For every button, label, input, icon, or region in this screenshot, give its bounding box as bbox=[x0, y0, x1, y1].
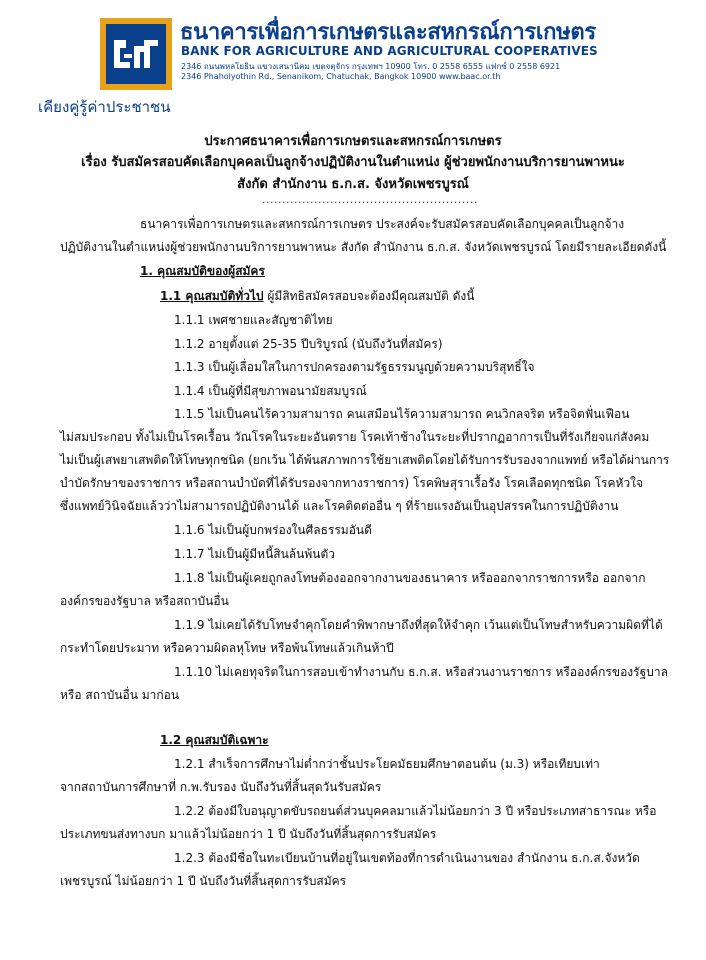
separator: ...................................................... bbox=[262, 193, 478, 206]
list-item-continued: หรือ สถาบันอื่น มาก่อน bbox=[60, 688, 180, 702]
list-item: 1.1.8 ไม่เป็นผู้เคยถูกลงโทษต้องออกจากงานของธนาคาร หรือออกจากราชการหรือ ออกจาก bbox=[174, 571, 646, 585]
org-name-english: BANK FOR AGRICULTURE AND AGRICULTURAL COOPERATIVES bbox=[181, 44, 598, 58]
list-item-continued: ไม่สมประกอบ ทั้งไม่เป็นโรคเรื้อน วัณโรคในระยะอันตราย โรคเท้าช้างในระยะที่ปรากฏอาการเป็นที่รังเกียจแก่สังคม bbox=[60, 430, 650, 444]
announcement-title: ประกาศธนาคารเพื่อการเกษตรและสหกรณ์การเกษตร bbox=[204, 134, 502, 149]
list-item: 1.1.7 ไม่เป็นผู้มีหนี้สินล้นพ้นตัว bbox=[174, 547, 335, 561]
intro-line: ธนาคารเพื่อการเกษตรและสหกรณ์การเกษตร ประสงค์จะรับสมัครสอบคัดเลือกบุคคลเป็นลูกจ้าง bbox=[140, 217, 625, 231]
list-item-continued: จากสถาบันการศึกษาที่ ก.พ.รับรอง นับถึงวันที่สิ้นสุดวันรับสมัคร bbox=[60, 780, 382, 794]
announcement-subject: เรื่อง รับสมัครสอบคัดเลือกบุคคลเป็นลูกจ้างปฏิบัติงานในตำแหน่ง ผู้ช่วยพนักงานบริการยานพาหนะ bbox=[81, 155, 625, 170]
list-item: 1.1.1 เพศชายและสัญชาติไทย bbox=[174, 313, 333, 327]
list-item: 1.2.1 สำเร็จการศึกษาไม่ต่ำกว่าชั้นประโยคมัธยมศึกษาตอนต้น (ม.3) หรือเทียบเท่า bbox=[174, 757, 600, 771]
list-item-continued: เพชรบูรณ์ ไม่น้อยกว่า 1 ปี นับถึงวันที่สิ้นสุดการรับสมัคร bbox=[60, 874, 347, 888]
list-item-continued: ไม่เป็นผู้เสพยาเสพติดให้โทษทุกชนิด (ยกเว้น ได้พ้นสภาพการใช้ยาเสพติดโดยได้รับการรับรองจากแพทย์ หรือได้ผ่านการ bbox=[60, 453, 670, 467]
list-item-continued: องค์กรของรัฐบาล หรือสถาบันอื่น bbox=[60, 594, 229, 608]
list-item: 1.1.4 เป็นผู้ที่มีสุขภาพอนามัยสมบูรณ์ bbox=[174, 384, 367, 398]
org-name-thai: ธนาคารเพื่อการเกษตรและสหกรณ์การเกษตร bbox=[180, 20, 596, 45]
general-qualifications-heading: 1.1 คุณสมบัติทั่วไป bbox=[160, 289, 264, 303]
address-thai: 2346 ถนนพหลโยธิน แขวงเสนานิคม เขตจตุจักร กรุงเทพฯ 10900 โทร. 0 2558 6555 แฟกซ์ 0 2558 6921 bbox=[181, 62, 561, 71]
announcement-affiliation: สังกัด สำนักงาน ธ.ก.ส. จังหวัดเพชรบูรณ์ bbox=[237, 177, 469, 192]
section-heading-qualifications: 1. คุณสมบัติของผู้สมัคร bbox=[140, 264, 265, 278]
list-item: 1.1.3 เป็นผู้เลื่อมใสในการปกครองตามรัฐธรรมนูญด้วยความบริสุทธิ์ใจ bbox=[174, 360, 535, 374]
general-qualifications-intro: ผู้มีสิทธิสมัครสอบจะต้องมีคุณสมบัติ ดังนี้ bbox=[267, 289, 475, 303]
list-item: 1.1.9 ไม่เคยได้รับโทษจำคุกโดยคำพิพากษาถึงที่สุดให้จำคุก เว้นแต่เป็นโทษสำหรับความผิดที่ได้ bbox=[174, 618, 663, 632]
list-item-continued: ประเภทขนส่งทางบก มาแล้วไม่น้อยกว่า 1 ปี นับถึงวันที่สิ้นสุดการรับสมัคร bbox=[60, 827, 437, 841]
list-item-continued: ซึ่งแพทย์วินิจฉัยแล้วว่าไม่สามารถปฏิบัติงานได้ และโรคติดต่ออื่น ๆ ที่ร้ายแรงอันเป็นอุปสรรคในการปฏิบัติงาน bbox=[60, 499, 619, 513]
specific-qualifications-heading: 1.2 คุณสมบัติเฉพาะ bbox=[160, 733, 269, 747]
general-qualifications bbox=[160, 288, 474, 304]
list-item: 1.1.6 ไม่เป็นผู้บกพร่องในศีลธรรมอันดี bbox=[174, 523, 372, 537]
list-item: 1.1.5 ไม่เป็นคนไร้ความสามารถ คนเสมือนไร้ความสามารถ คนวิกลจริต หรือจิตฟั่นเฟือน bbox=[174, 407, 630, 421]
letterhead bbox=[0, 0, 706, 120]
list-item: 1.1.2 อายุตั้งแต่ 25-35 ปีบริบูรณ์ (นับถึงวันที่สมัคร) bbox=[174, 337, 443, 351]
baac-logo-icon bbox=[100, 18, 172, 90]
slogan: เคียงคู่รู้ค่าประชาชน bbox=[38, 98, 171, 116]
list-item-continued: กระทำโดยประมาท หรือความผิดลหุโทษ หรือพ้นโทษแล้วเกินห้าปี bbox=[60, 641, 394, 655]
address-english: 2346 Phaholyothin Rd., Senanikom, Chatuchak, Bangkok 10900 www.baac.or.th bbox=[181, 72, 501, 81]
list-item: 1.2.2 ต้องมีใบอนุญาตขับรถยนต์ส่วนบุคคลมาแล้วไม่น้อยกว่า 3 ปี หรือประเภทสาธารณะ หรือ bbox=[174, 804, 657, 818]
list-item-continued: บำบัดรักษาของราชการ หรือสถานบำบัดที่ได้รับรองจากทางราชการ) โรคพิษสุราเรื้อรัง โรคเลือดทุกชนิด โรคหัวใจ bbox=[60, 476, 644, 490]
list-item: 1.1.10 ไม่เคยทุจริตในการสอบเข้าทำงานกับ ธ.ก.ส. หรือส่วนงานราชการ หรือองค์กรของรัฐบาล bbox=[174, 665, 668, 679]
intro-line: ปฏิบัติงานในตำแหน่งผู้ช่วยพนักงานบริการยานพาหนะ สังกัด สำนักงาน ธ.ก.ส. จังหวัดเพชรบูรณ์ โดยมีรายละเอียดดังนี้ bbox=[60, 240, 667, 254]
list-item: 1.2.3 ต้องมีชื่อในทะเบียนบ้านที่อยู่ในเขตท้องที่การดำเนินงานของ สำนักงาน ธ.ก.ส.จังหวัด bbox=[174, 851, 640, 865]
